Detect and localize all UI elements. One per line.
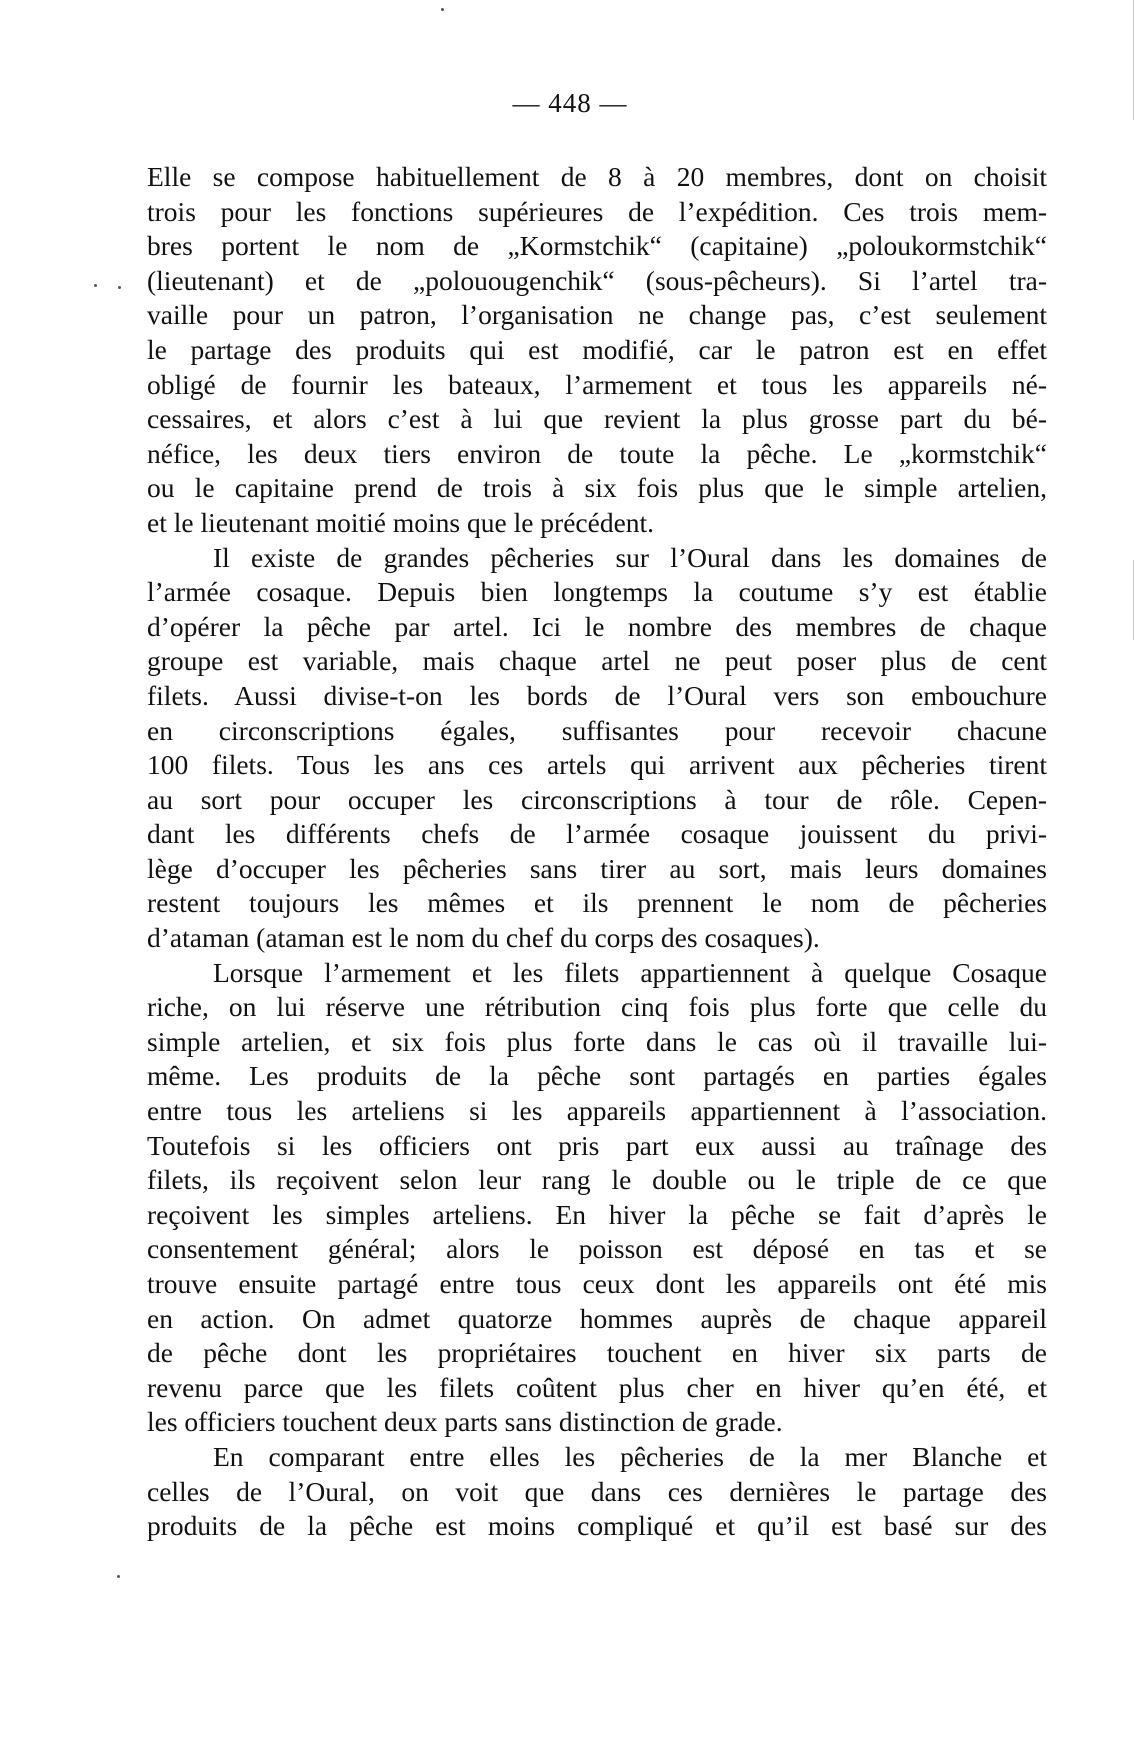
text-line: obligé de fournir les bateaux, l’armement et tous les appareils né- xyxy=(147,368,1047,400)
text-line: filets, ils reçoivent selon leur rang le double ou le triple de ce que xyxy=(147,1164,1047,1196)
paragraph-1 xyxy=(147,160,1047,541)
body-text xyxy=(147,160,1047,1544)
margin-speck xyxy=(118,286,121,289)
text-line: restent toujours les mêmes et ils prennent le nom de pêcheries xyxy=(147,887,1047,919)
paragraph-3 xyxy=(147,956,1047,1440)
text-line: 100 filets. Tous les ans ces artels qui arrivent aux pêcheries tirent xyxy=(147,749,1047,781)
text-line: Il existe de grandes pêcheries sur l’Oural dans les domaines de xyxy=(213,541,1047,573)
text-line: Lorsque l’armement et les filets appartiennent à quelque Cosaque xyxy=(213,956,1047,988)
text-line: néfice, les deux tiers environ de toute la pêche. Le „kormstchik“ xyxy=(147,437,1047,469)
text-line: d’ataman (ataman est le nom du chef du corps des cosaques). xyxy=(147,922,820,954)
text-line: vaille pour un patron, l’organisation ne change pas, c’est seulement xyxy=(147,299,1047,331)
text-line: dant les différents chefs de l’armée cosaque jouissent du privi- xyxy=(147,818,1047,850)
text-line: en circonscriptions égales, suffisantes pour recevoir chacune xyxy=(147,714,1047,746)
text-line: trouve ensuite partagé entre tous ceux dont les appareils ont été mis xyxy=(147,1268,1047,1299)
paragraph-4 xyxy=(147,1440,1047,1544)
text-line: groupe est variable, mais chaque artel ne peut poser plus de cent xyxy=(147,645,1047,677)
text-line: d’opérer la pêche par artel. Ici le nombre des membres de chaque xyxy=(147,610,1047,642)
margin-speck xyxy=(117,1575,120,1578)
text-line: Elle se compose habituellement de 8 à 20 membres, dont on choisit xyxy=(147,161,1047,192)
text-line: celles de l’Oural, on voit que dans ces dernières le partage des xyxy=(147,1475,1047,1507)
text-line: simple artelien, et six fois plus forte dans le cas où il travaille lui- xyxy=(147,1025,1047,1057)
paragraph-2 xyxy=(147,541,1047,956)
text-line: revenu parce que les filets coûtent plus cher en hiver qu’en été, et xyxy=(147,1371,1047,1403)
text-line: reçoivent les simples arteliens. En hiver la pêche se fait d’après le xyxy=(147,1198,1047,1230)
text-line: consentement général; alors le poisson est déposé en tas et se xyxy=(147,1233,1047,1265)
text-line: lège d’occuper les pêcheries sans tirer au sort, mais leurs domaines xyxy=(147,852,1047,884)
text-line: riche, on lui réserve une rétribution cinq fois plus forte que celle du xyxy=(147,991,1047,1023)
text-line: En comparant entre elles les pêcheries de la mer Blanche et xyxy=(213,1440,1047,1472)
text-line: de pêche dont les propriétaires touchent en hiver six parts de xyxy=(147,1337,1047,1369)
margin-speck xyxy=(94,284,97,287)
text-line: (lieutenant) et de „polouougenchik“ (sous-pêcheurs). Si l’artel tra- xyxy=(147,264,1047,296)
text-line: et le lieutenant moitié moins que le précédent. xyxy=(147,506,655,538)
page-number: — 448 — xyxy=(512,88,628,118)
text-line: les officiers touchent deux parts sans distinction de grade. xyxy=(147,1406,783,1438)
text-line: en action. On admet quatorze hommes auprès de chaque appareil xyxy=(147,1302,1047,1334)
scan-edge xyxy=(1133,560,1134,640)
text-line: ou le capitaine prend de trois à six fois plus que le simple artelien, xyxy=(147,472,1047,504)
scan-edge xyxy=(1133,0,1134,120)
text-line: le partage des produits qui est modifié, car le patron est en effet xyxy=(147,333,1047,365)
text-line: entre tous les arteliens si les appareils appartiennent à l’association. xyxy=(147,1095,1047,1127)
margin-speck xyxy=(441,8,444,11)
text-line: trois pour les fonctions supérieures de l’expédition. Ces trois mem- xyxy=(147,195,1047,227)
text-line: bres portent le nom de „Kormstchik“ (capitaine) „poloukormstchik“ xyxy=(147,230,1047,262)
text-line: cessaires, et alors c’est à lui que revient la plus grosse part du bé- xyxy=(147,403,1047,435)
text-line: l’armée cosaque. Depuis bien longtemps la coutume s’y est établie xyxy=(147,576,1047,608)
text-line: Toutefois si les officiers ont pris part eux aussi au traînage des xyxy=(147,1129,1047,1161)
text-line: filets. Aussi divise-t-on les bords de l’Oural vers son embouchure xyxy=(147,679,1047,711)
text-line: au sort pour occuper les circonscriptions à tour de rôle. Cepen- xyxy=(147,783,1047,815)
text-line: même. Les produits de la pêche sont partagés en parties égales xyxy=(147,1060,1047,1092)
text-line: produits de la pêche est moins compliqué et qu’il est basé sur des xyxy=(147,1510,1047,1542)
